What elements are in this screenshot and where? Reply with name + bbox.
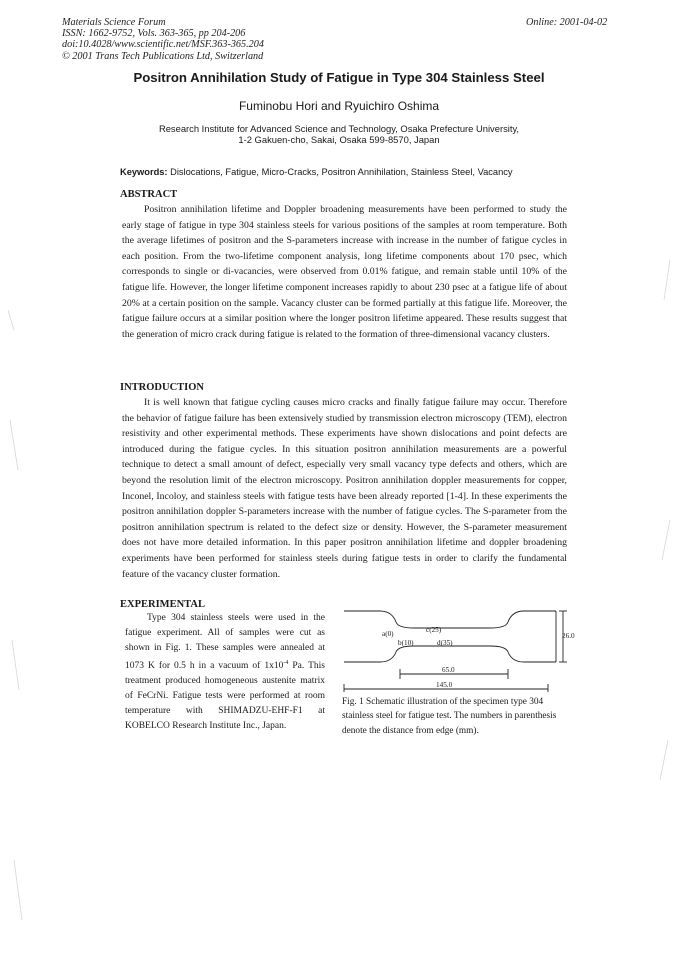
exponent: -4 [283,659,289,666]
paper-authors: Fuminobu Hori and Ryuichiro Oshima [238,99,440,113]
doi-line: doi:10.4028/www.scientific.net/MSF.363-365.204 [62,39,264,51]
keywords-text: Dislocations, Fatigue, Micro-Cracks, Positron Annihilation, Stainless Steel, Vacancy [170,167,513,177]
label-total: 145.0 [436,681,453,689]
issn-line: ISSN: 1662-9752, Vols. 363-365, pp 204-206 [62,28,246,40]
experimental-text-part-2: Pa. This treatment produced homogeneous austenite matrix of FeCrNi. Fatigue tests were performed at room temperature with SHIMADZU-EHF-F1 at KOBELCO Research Institute Inc., Japan. [125,660,325,731]
experimental-text-part-1: Type 304 stainless steels were used in the fatigue experiment. All of samples were cut as shown in Fig. 1. These samples were annealed at 1073 K for 0.5 h in a vacuum of 1x10 [125,613,325,671]
label-gauge: 65.0 [442,666,455,674]
label-a: a(0) [382,630,394,638]
journal-name: Materials Science Forum [62,17,166,28]
online-date: Online: 2001-04-02 [526,17,608,28]
affiliation-line-1: Research Institute for Advanced Science and Technology, Osaka Prefecture University, [158,123,520,134]
introduction-heading: INTRODUCTION [120,382,205,393]
figure-caption: Fig. 1 Schematic illustration of the specimen type 304 stainless steel for fatigue test. The numbers in parenthesis denote the distance from edge (mm). [342,697,557,736]
paper-title: Positron Annihilation Study of Fatigue in Type 304 Stainless Steel [133,70,545,85]
introduction-text: It is well known that fatigue cycling causes micro cracks and finally fatigue failure may occur. Therefore the behavior of fatigue failure has been extensively studied by transmission electron microscopy (TEM), electron resistivity and other experimental methods. These experiments have shown dislocations and point defects are introduced during the fatigue cycles. In this situation positron annihilation measurements are a powerful technique to detect a small amount of defect, especially very small vacancy type defects and others, which are beyond the resolution limit of the electron microscopy. Positron annihilation doppler measurements for copper, Inconel, Incoloy, and stainless steels with fatigue tests have been already reported [1-4]. In these experiments the positron annihilation doppler S-parameters increase with the number of fatigue cycles. The S-parameter from the positron annihilation spectrum is related to the defect size or density. However, the S-parameter measurement does not have more detailed information. In this paper positron annihilation lifetime and doppler broadening experiments have been performed for stainless steels during fatigue tests in order to clarify the fundamental feature of the vacancy cluster formation. [122,397,567,580]
abstract-text: Positron annihilation lifetime and Doppler broadening measurements have been performed to study the early stage of fatigue in type 304 stainless steels for various positions of the samples at room temperature. Both the average lifetimes of positron and the S-parameters increase with increase in the number of fatigue cycles in each position. From the two-lifetime component analysis, long lifetime components about 170 psec, which corresponds to single or di-vacancies, were observed from 0.01% fatigue, and remain stable until 10% of the fatigue life. However, the longer lifetime component increases rapidly to about 230 psec at a fatigue life of about 20% at a certain position on the sample. Vacancy cluster can be formed partially at this fatigue life. Moreover, the fatigue failure occurs at a similar position where the longer positron lifetime appeared. These results suggest that the generation of micro crack during fatigue is related to the formation of three-dimensional vacancy clusters. [122,204,567,340]
label-d: d(35) [437,639,453,647]
copyright-line: © 2001 Trans Tech Publications Ltd, Switzerland [62,50,264,62]
affiliation-line-2: 1-2 Gakuen-cho, Sakai, Osaka 599-8570, Japan [238,134,440,146]
label-b: b(10) [398,639,414,647]
keywords-label: Keywords: [120,167,168,177]
experimental-heading: EXPERIMENTAL [120,599,205,610]
abstract-heading: ABSTRACT [120,189,178,200]
label-height: 26.0 [562,632,575,640]
label-c: c(25) [426,626,442,634]
